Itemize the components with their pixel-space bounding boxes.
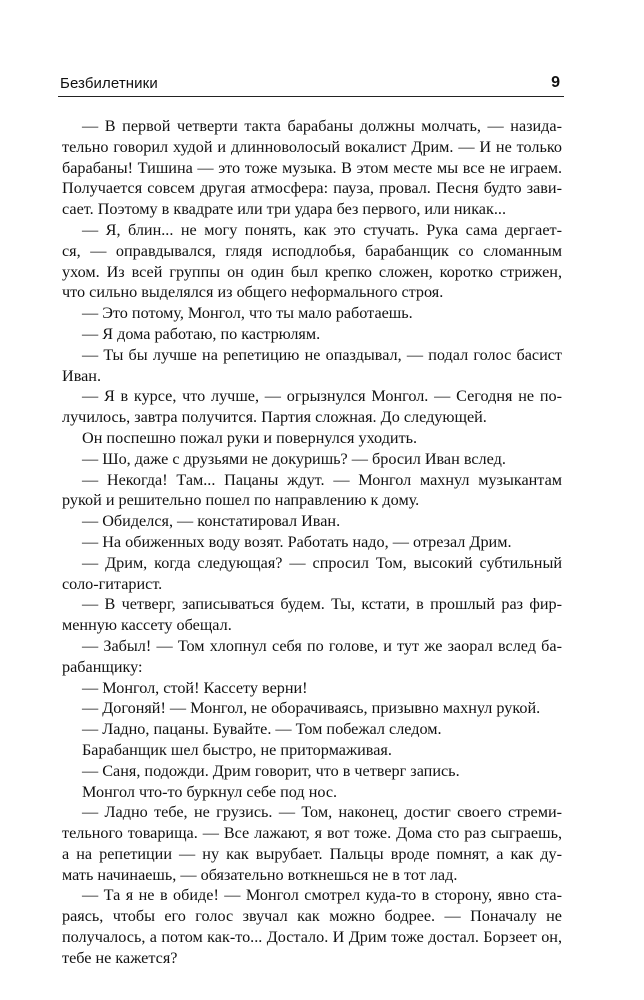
text-line: — Я дома работаю, по кастрюлям.	[82, 324, 321, 343]
text-line: — Я в курсе, что лучше, — огрызнулся Монгол. — Сегодня не по-	[82, 387, 562, 406]
text-line: — Монгол, стой! Кассету верни!	[82, 678, 308, 697]
text-line: раясь, чтобы его голос звучал как можно бодрее. — Поначалу не	[62, 907, 562, 926]
text-line: — Обиделся, — констатировал Иван.	[82, 512, 341, 531]
text-line: что сильно выделялся из общего неформального строя.	[62, 283, 444, 302]
text-line: рукой и решительно пошел по направлению к дому.	[62, 491, 420, 510]
text-line: — Саня, подожди. Дрим говорит, что в четверг запись.	[82, 761, 460, 780]
text-line: лучилось, завтра получится. Партия сложная. До следующей.	[62, 408, 487, 427]
text-line: мать начинаешь, — обязательно воткнешься не в тот лад.	[62, 865, 458, 884]
text-line: сает. Поэтому в квадрате или три удара без первого, или никак...	[62, 200, 506, 219]
text-line: — Догоняй! — Монгол, не оборачиваясь, призывно махнул рукой.	[82, 699, 541, 718]
text-line: Он поспешно пожал руки и повернулся уходить.	[82, 428, 418, 447]
text-line: Монгол что-то буркнул себе под нос.	[82, 782, 338, 801]
text-line: соло-гитарист.	[62, 574, 163, 593]
text-line: тельно говорил худой и длинноволосый вокалист Дрим. — И не только	[62, 137, 562, 156]
text-line: тебе не кажется?	[62, 948, 178, 967]
running-header	[58, 74, 564, 97]
text-line: — В четверг, записываться будем. Ты, кстати, в прошлый раз фир-	[82, 595, 562, 614]
text-line: — Шо, даже с друзьями не докуришь? — бросил Иван вслед.	[82, 449, 506, 468]
text-line: — Забыл! — Том хлопнул себя по голове, и тут же заорал вслед ба-	[82, 636, 562, 655]
text-line: — Та я не в обиде! — Монгол смотрел куда-то в сторону, явно ста-	[82, 886, 562, 905]
text-line: — На обиженных воду возят. Работать надо, — отрезал Дрим.	[82, 532, 512, 551]
text-line: — Я, блин... не могу понять, как это стучать. Рука сама дергает-	[82, 220, 562, 239]
page-number: 9	[551, 74, 560, 91]
text-line: Барабанщик шел быстро, не притормаживая.	[82, 740, 392, 759]
text-line: тельного товарища. — Все лажают, я вот тоже. Дома сто раз сыграешь,	[62, 824, 562, 843]
text-line: менную кассету обещал.	[62, 616, 232, 635]
text-line: а на репетиции — ну как вырубает. Пальцы вроде помнят, а как ду-	[62, 844, 562, 863]
text-line: — Это потому, Монгол, что ты мало работаешь.	[82, 304, 413, 323]
text-line: ухом. Из всей группы он один был крепко сложен, коротко стрижен,	[62, 262, 562, 281]
text-line: — Ладно тебе, не грузись. — Том, наконец, достиг своего стреми-	[82, 803, 562, 822]
text-line: рабанщику:	[62, 657, 143, 676]
text-line: Получается совсем другая атмосфера: пауза, провал. Песня будто зави-	[62, 179, 562, 198]
text-line: — В первой четверти такта барабаны должны молчать, — назида-	[82, 117, 562, 135]
text-line: — Ты бы лучше на репетицию не опаздывал, — подал голос басист	[82, 345, 562, 364]
text-line: барабаны! Тишина — это тоже музыка. В этом месте мы все не играем.	[62, 158, 562, 177]
text-line: — Ладно, пацаны. Бувайте. — Том побежал следом.	[82, 720, 442, 739]
text-line: ся, — оправдывался, глядя исподлобья, барабанщик со сломанным	[62, 241, 562, 260]
text-line: — Дрим, когда следующая? — спросил Том, высокий субтильный	[82, 553, 562, 572]
text-line: Иван.	[62, 366, 102, 385]
text-line: — Некогда! Там... Пацаны ждут. — Монгол махнул музыкантам	[82, 470, 562, 489]
book-title: Безбилетники	[60, 75, 158, 92]
text-line: получалось, а потом как-то... Достало. И Дрим тоже достал. Борзеет он,	[62, 928, 562, 947]
body-text	[62, 116, 562, 969]
